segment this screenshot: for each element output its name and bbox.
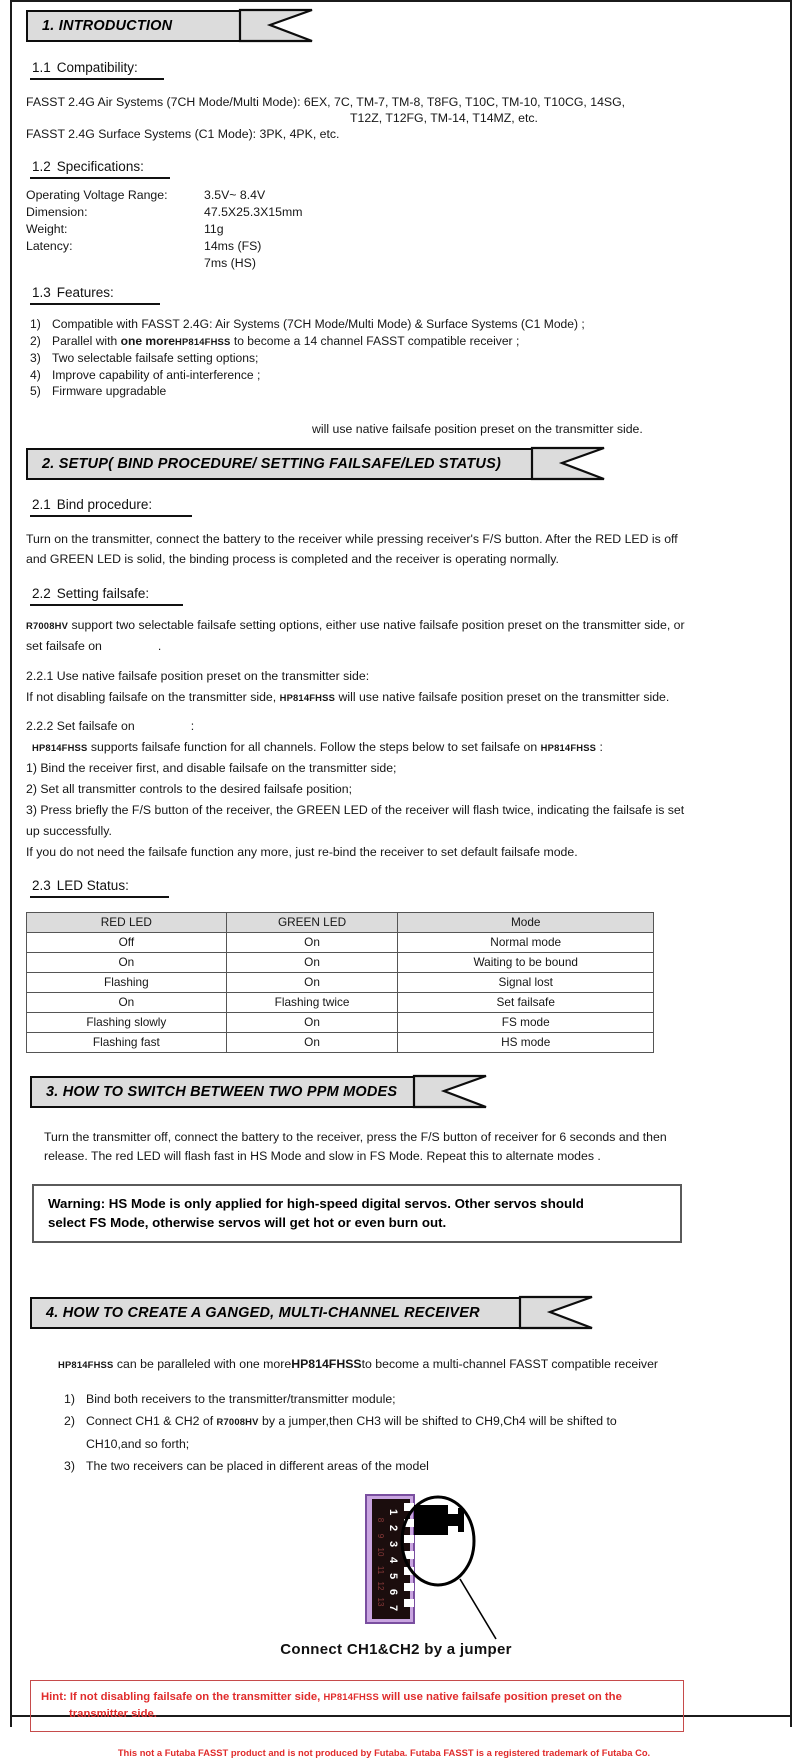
list-text: Firmware upgradable — [52, 384, 167, 398]
failsafe-intro-line-2 — [26, 636, 742, 656]
banner-arrow-icon — [532, 448, 606, 480]
list-marker: 1) — [64, 1391, 75, 1406]
paragraph-text-b: will use native failsafe position preset on the transmitter side. — [335, 689, 670, 704]
connector-pin-label: 4 — [387, 1556, 399, 1563]
section-banner-setup — [26, 448, 742, 480]
spec-value: 47.5X25.3X15mm — [204, 205, 303, 219]
hint-text-b: will use native failsafe position preset on the — [378, 1690, 622, 1703]
section-banner-label: 2. SETUP( BIND PROCEDURE/ SETTING FAILSAFE/LED STATUS) — [26, 448, 532, 480]
cell-red-led: Off — [27, 932, 227, 952]
cell-red-led: On — [27, 992, 227, 1012]
list-text-b: to become a 14 channel FASST compatible receiver ; — [230, 333, 520, 348]
spec-key: Latency: — [26, 239, 73, 253]
heading-1-1-number: 1.1 — [32, 60, 51, 75]
list-text: Bind both receivers to the transmitter/transmitter module; — [86, 1391, 396, 1406]
failsafe-note: If you do not need the failsafe function any more, just re-bind the receiver to set default failsafe mode. — [26, 844, 578, 859]
stray-note-line: will use native failsafe position preset on the transmitter side. — [312, 421, 643, 436]
heading-2-2-2 — [26, 716, 742, 737]
list-text-a: Connect CH1 & CH2 of — [86, 1413, 217, 1428]
column-header-mode: Mode — [398, 912, 654, 932]
model-name: R7008HV — [216, 1415, 259, 1427]
jumper-diagram — [26, 1491, 742, 1641]
diagram-caption: Connect CH1&CH2 by a jumper — [280, 1640, 512, 1658]
warning-box — [32, 1184, 682, 1243]
heading-2-2-title: Setting failsafe: — [56, 585, 150, 601]
failsafe-step: 3) Press briefly the F/S button of the receiver, the GREEN LED of the receiver will flash twice, indicating the failsafe is set — [26, 802, 685, 817]
list-text-b: by a jumper,then CH3 will be shifted to CH9,Ch4 will be shifted to — [258, 1413, 617, 1428]
model-name: HP814FHSS — [175, 335, 231, 347]
column-header-red-led: RED LED — [27, 912, 227, 932]
list-item — [26, 383, 742, 400]
ppm-paragraph-line-1: Turn the transmitter off, connect the battery to the receiver, press the F/S button of receiver for 6 seconds and then — [44, 1129, 667, 1144]
list-text: Improve capability of anti-interference ; — [52, 367, 261, 382]
heading-2-2-2-text: 2.2.2 Set failsafe on — [26, 718, 135, 733]
list-text: Compatible with FASST 2.4G: Air Systems (7CH Mode/Multi Mode) & Surface Systems (C1 Mode) ; — [52, 317, 585, 331]
spec-value: 7ms (HS) — [204, 256, 256, 270]
cell-mode: Signal lost — [398, 972, 654, 992]
heading-2-3-title: LED Status: — [56, 877, 129, 893]
model-name: HP814FHSS — [323, 1690, 379, 1702]
table-header-row — [27, 912, 654, 932]
ganged-intro — [26, 1355, 742, 1374]
heading-1-1-title: Compatibility: — [56, 60, 138, 75]
hint-box — [30, 1680, 684, 1732]
cell-mode: FS mode — [398, 1012, 654, 1032]
emphasis-text: one more — [120, 333, 175, 348]
table-row — [27, 1012, 654, 1032]
heading-1-3-number: 1.3 — [32, 285, 51, 300]
failsafe-step: 2) Set all transmitter controls to the desired failsafe position; — [26, 781, 353, 796]
connector-pin-label-secondary: 8 — [376, 1517, 385, 1522]
spec-value: 3.5V~ 8.4V — [204, 188, 266, 202]
list-item — [26, 367, 742, 384]
hint-line-1 — [41, 1688, 673, 1706]
list-item — [26, 316, 742, 333]
heading-1-2-number: 1.2 — [32, 159, 51, 174]
model-name: R7008HV — [26, 619, 69, 631]
spec-value: 11g — [204, 222, 224, 236]
table-row — [27, 932, 654, 952]
section-banner-ppm-modes — [26, 1076, 742, 1108]
list-text: Two selectable failsafe setting options; — [52, 351, 259, 365]
spec-row — [26, 204, 742, 221]
heading-1-3-title: Features: — [56, 285, 114, 300]
ppm-paragraph-line-2: release. The red LED will flash fast in HS Mode and slow in FS Mode. Repeat this to alternate modes . — [44, 1148, 601, 1163]
list-marker: 2) — [64, 1413, 75, 1428]
cell-mode: Set failsafe — [398, 992, 654, 1012]
spec-row — [26, 238, 742, 255]
heading-2-2-2-colon: : — [190, 718, 195, 733]
list-text-a: Parallel with — [52, 333, 121, 348]
table-row — [27, 992, 654, 1012]
heading-2-2-1: 2.2.1 Use native failsafe position preset on the transmitter side: — [26, 668, 370, 683]
hint-text-a: Hint: If not disabling failsafe on the transmitter side, — [41, 1690, 324, 1703]
cell-red-led: Flashing fast — [27, 1032, 227, 1052]
section-banner-ganged-receiver — [26, 1297, 742, 1329]
failsafe-intro-line-1 — [26, 615, 742, 636]
section-banner-label: 3. HOW TO SWITCH BETWEEN TWO PPM MODES — [30, 1076, 414, 1108]
column-header-green-led: GREEN LED — [226, 912, 398, 932]
trademark-footnote: This not a Futaba FASST product and is not produced by Futaba. Futaba FASST is a registered trademark of Futaba Co. — [117, 1746, 651, 1758]
page-border-left — [10, 0, 12, 1727]
cell-green-led: On — [226, 1032, 398, 1052]
cell-red-led: Flashing — [27, 972, 227, 992]
heading-2-3-number: 2.3 — [32, 877, 51, 893]
connector-pin-label: 3 — [387, 1540, 399, 1547]
heading-2-1-number: 2.1 — [32, 496, 51, 512]
failsafe-intro-text: support two selectable failsafe setting options, either use native failsafe position preset on the transmitter side, or — [68, 617, 685, 632]
cell-green-led: On — [226, 1012, 398, 1032]
spec-row — [26, 187, 742, 204]
connector-pin-label-secondary: 10 — [376, 1547, 385, 1556]
hint-text-c: transmitter side. — [69, 1707, 157, 1720]
connector-pin-label: 7 — [387, 1604, 399, 1611]
compatibility-line-3: FASST 2.4G Surface Systems (C1 Mode): 3PK, 4PK, etc. — [26, 127, 340, 141]
section-banner-introduction — [26, 10, 742, 42]
model-name: HP814FHSS — [279, 691, 336, 703]
cell-green-led: On — [226, 952, 398, 972]
cell-red-led: Flashing slowly — [27, 1012, 227, 1032]
paragraph-text-a: supports failsafe function for all channels. Follow the steps below to set failsafe on — [87, 739, 541, 754]
table-row — [27, 1032, 654, 1052]
page-border-right — [790, 0, 792, 1727]
list-marker: 3) — [64, 1458, 75, 1473]
heading-2-2-number: 2.2 — [32, 585, 51, 601]
heading-2-3 — [26, 877, 742, 898]
paragraph-text-a: If not disabling failsafe on the transmitter side, — [26, 689, 280, 704]
spec-row — [26, 221, 742, 238]
ganged-intro-text-b: to become a multi-channel FASST compatible receiver — [361, 1356, 659, 1371]
model-name: HP814FHSS — [58, 1358, 114, 1370]
failsafe-intro-text-b: set failsafe on — [26, 638, 102, 653]
list-marker: 5) — [30, 384, 41, 398]
list-marker: 2) — [30, 333, 41, 348]
hint-line-2 — [41, 1706, 673, 1723]
connector-pin-label: 2 — [387, 1524, 399, 1531]
banner-arrow-icon — [240, 10, 314, 42]
bind-procedure-line-2: and GREEN LED is solid, the binding process is completed and the receiver is operating normally. — [26, 551, 559, 566]
specifications-list — [26, 187, 742, 272]
table-row — [27, 972, 654, 992]
list-marker: 3) — [30, 351, 41, 365]
cell-green-led: On — [226, 972, 398, 992]
table-row — [27, 952, 654, 972]
list-item — [26, 333, 742, 351]
ganged-step — [26, 1410, 742, 1433]
cell-mode: Waiting to be bound — [398, 952, 654, 972]
spec-key: Operating Voltage Range: — [26, 188, 168, 202]
compatibility-line-1: FASST 2.4G Air Systems (7CH Mode/Multi Mode): 6EX, 7C, TM-7, TM-8, T8FG, T10C, TM-10, T10CG, 14SG, — [26, 95, 626, 109]
heading-2-1 — [26, 496, 742, 517]
cell-red-led: On — [27, 952, 227, 972]
heading-1-2 — [26, 158, 742, 179]
list-marker: 1) — [30, 317, 41, 331]
model-name: HP814FHSS — [540, 741, 597, 753]
compatibility-line-2: T12Z, T12FG, TM-14, T14MZ, etc. — [350, 111, 538, 125]
connector-pin-label-secondary: 13 — [376, 1597, 385, 1606]
spec-key — [26, 255, 204, 272]
paragraph-text-b: : — [596, 739, 603, 754]
connector-pin-label-secondary: 11 — [376, 1565, 385, 1574]
failsafe-intro-period: . — [157, 638, 162, 653]
heading-1-2-title: Specifications: — [56, 159, 144, 174]
model-name-bold: HP814FHSS — [291, 1356, 362, 1371]
connector-pin-label: 5 — [387, 1572, 399, 1579]
ganged-step — [26, 1455, 742, 1477]
heading-1-1 — [26, 59, 742, 80]
paragraph-2-2-2 — [26, 737, 742, 758]
ganged-step — [26, 1388, 742, 1410]
section-banner-label: 4. HOW TO CREATE A GANGED, MULTI-CHANNEL RECEIVER — [30, 1297, 520, 1329]
led-status-table — [26, 912, 654, 1053]
list-item — [26, 350, 742, 367]
document-content — [26, 0, 742, 1759]
features-list — [26, 316, 742, 400]
ganged-intro-text-a: can be paralleled with one more — [113, 1356, 292, 1371]
bind-procedure-line-1: Turn on the transmitter, connect the battery to the receiver while pressing receiver's F/S button. After the RED LED is off — [26, 531, 678, 546]
ganged-step-continuation: CH10,and so forth; — [86, 1436, 190, 1451]
connector-pin-label: 6 — [387, 1588, 399, 1595]
spec-key: Dimension: — [26, 205, 88, 219]
spec-value: 14ms (FS) — [204, 239, 262, 253]
cell-green-led: Flashing twice — [226, 992, 398, 1012]
failsafe-step-continuation: up successfully. — [26, 823, 112, 838]
connector-pin-label: 1 — [387, 1508, 399, 1515]
warning-line-1: Warning: HS Mode is only applied for high-speed digital servos. Other servos should — [48, 1195, 584, 1211]
cell-mode: Normal mode — [398, 932, 654, 952]
banner-arrow-icon — [414, 1076, 488, 1108]
paragraph-2-2-1 — [26, 687, 742, 708]
model-name: HP814FHSS — [32, 741, 88, 753]
heading-2-1-title: Bind procedure: — [56, 496, 153, 512]
cell-green-led: On — [226, 932, 398, 952]
connector-pin-label-secondary: 12 — [376, 1581, 385, 1590]
spec-key: Weight: — [26, 222, 68, 236]
heading-1-3 — [26, 284, 742, 305]
failsafe-step: 1) Bind the receiver first, and disable failsafe on the transmitter side; — [26, 760, 397, 775]
connector-pin-label-secondary: 9 — [376, 1533, 385, 1538]
list-text — [52, 333, 519, 351]
cell-mode: HS mode — [398, 1032, 654, 1052]
heading-2-2 — [26, 585, 742, 606]
banner-arrow-icon — [520, 1297, 594, 1329]
spec-row — [26, 255, 742, 272]
section-banner-label: 1. INTRODUCTION — [26, 10, 240, 42]
list-text: The two receivers can be placed in different areas of the model — [86, 1458, 429, 1473]
warning-line-2: select FS Mode, otherwise servos will get hot or even burn out. — [48, 1214, 447, 1230]
list-marker: 4) — [30, 367, 41, 382]
